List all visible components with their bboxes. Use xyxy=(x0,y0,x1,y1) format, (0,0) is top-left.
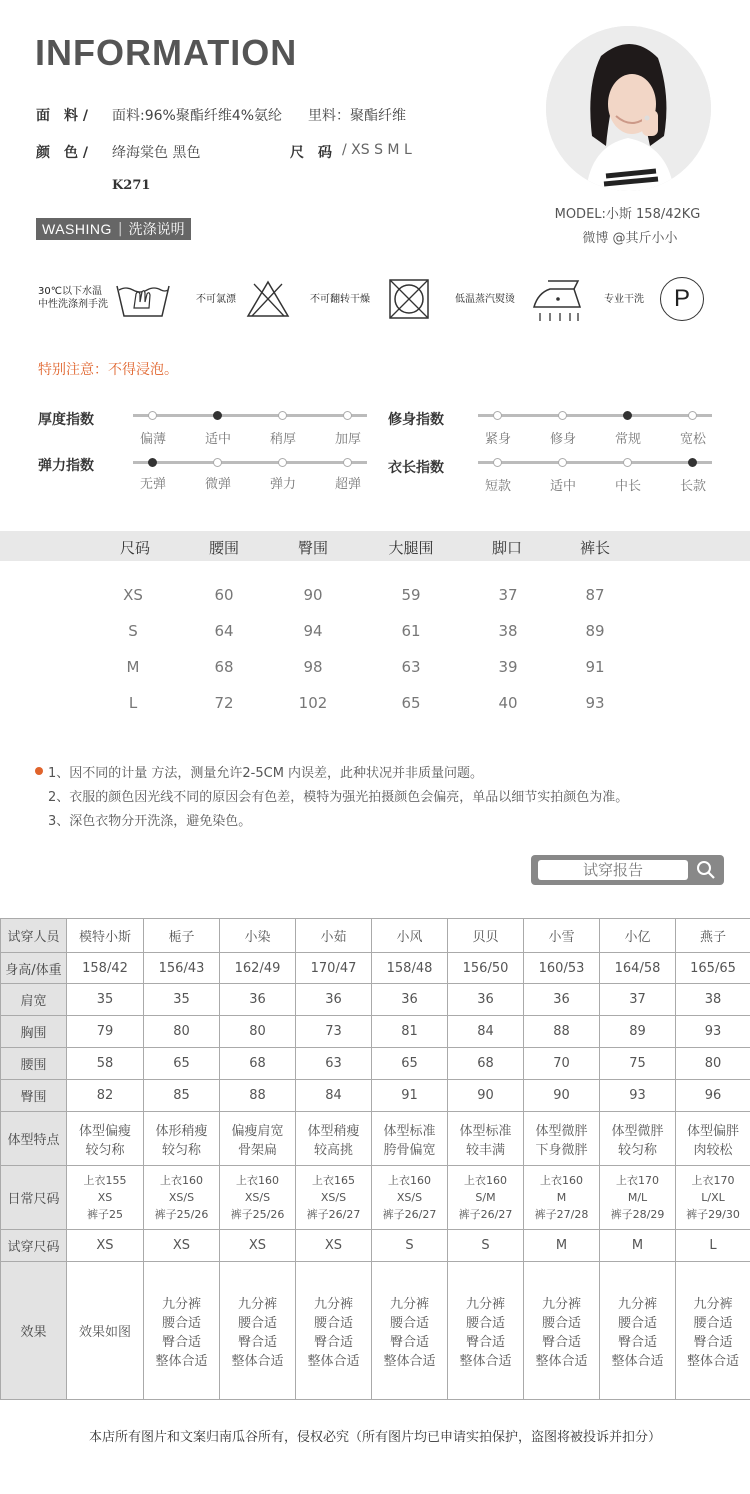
size-cell: 94 xyxy=(303,622,323,640)
table-cell: M xyxy=(524,1230,600,1262)
index-scale-fit xyxy=(478,414,712,447)
table-cell: 九分裤 腰合适 臀合适 整体合适 xyxy=(676,1262,750,1400)
size-label: 尺 码 xyxy=(290,145,332,161)
index-option: 适中 xyxy=(549,479,576,494)
table-cell: 体型稍瘦 较高挑 xyxy=(296,1112,372,1166)
index-dot-selected xyxy=(213,411,222,420)
trial-report-label: 试穿报告 xyxy=(538,860,688,880)
table-cell: 96 xyxy=(676,1080,750,1112)
table-cell: S xyxy=(372,1230,448,1262)
index-option: 中长 xyxy=(614,479,641,494)
table-cell: 68 xyxy=(220,1048,296,1080)
index-option: 修身 xyxy=(549,432,576,447)
table-cell: 81 xyxy=(372,1016,448,1048)
table-cell: 体型标准 胯骨偏宽 xyxy=(372,1112,448,1166)
table-cell: 上衣165 XS/S 裤子26/27 xyxy=(296,1166,372,1230)
table-cell: 75 xyxy=(600,1048,676,1080)
hand-wash-icon xyxy=(114,280,172,322)
special-notice: 特别注意：不得浸泡。 xyxy=(38,362,178,378)
index-option: 超弹 xyxy=(334,477,361,492)
table-cell: 36 xyxy=(372,984,448,1016)
table-cell: 上衣160 XS/S 裤子25/26 xyxy=(144,1166,220,1230)
index-scale-thickness xyxy=(133,414,367,447)
table-cell: 165/65 xyxy=(676,953,750,984)
table-cell: 84 xyxy=(296,1080,372,1112)
copyright-footer: 本店所有图片和文案归南瓜谷所有，侵权必究（所有图片均已申请实拍保护，盗图将被投诉并扣分） xyxy=(88,1430,661,1445)
index-dot xyxy=(623,458,632,467)
table-cell: 65 xyxy=(372,1048,448,1080)
index-scale-stretch xyxy=(133,461,367,492)
row-label: 试穿尺码 xyxy=(1,1230,67,1262)
washing-separator: | xyxy=(117,221,123,237)
index-label-length: 衣长指数 xyxy=(388,460,444,476)
washing-title-en: WASHING xyxy=(42,221,112,237)
person-name: 小茹 xyxy=(296,919,372,953)
index-dot xyxy=(343,458,352,467)
table-cell: 38 xyxy=(676,984,750,1016)
index-scale-length xyxy=(478,461,712,494)
index-label-thickness: 厚度指数 xyxy=(38,412,94,428)
page-title: INFORMATION xyxy=(35,32,298,73)
table-cell: 37 xyxy=(600,984,676,1016)
table-cell: 91 xyxy=(372,1080,448,1112)
person-name: 小雪 xyxy=(524,919,600,953)
size-cell: 93 xyxy=(585,694,605,712)
table-cell: 36 xyxy=(296,984,372,1016)
size-header: 裤长 xyxy=(579,539,610,557)
row-label: 体型特点 xyxy=(1,1112,67,1166)
size-cell: 64 xyxy=(214,622,234,640)
dry-clean-icon: P xyxy=(660,277,704,321)
table-cell: 36 xyxy=(524,984,600,1016)
index-option: 弹力 xyxy=(269,477,296,492)
size-header: 臀围 xyxy=(297,539,328,557)
table-cell: 上衣170 L/XL 裤子29/30 xyxy=(676,1166,750,1230)
table-row xyxy=(1,1262,750,1400)
table-cell: 九分裤 腰合适 臀合适 整体合适 xyxy=(296,1262,372,1400)
lining-value: 里料：聚酯纤维 xyxy=(308,108,406,124)
table-cell: 偏瘦肩宽 骨架扁 xyxy=(220,1112,296,1166)
table-row xyxy=(1,953,750,984)
table-cell: 体型偏胖 肉较松 xyxy=(676,1112,750,1166)
table-cell: 80 xyxy=(220,1016,296,1048)
table-cell: 170/47 xyxy=(296,953,372,984)
index-option: 短款 xyxy=(484,479,511,494)
table-cell: XS xyxy=(67,1230,144,1262)
table-cell: 93 xyxy=(600,1080,676,1112)
color-label: 颜 色 / xyxy=(36,145,88,161)
sku-code: K271 xyxy=(112,178,151,193)
note-bullet xyxy=(35,767,43,775)
no-tumble-dry-icon xyxy=(388,278,430,324)
table-cell: 65 xyxy=(144,1048,220,1080)
table-cell: 上衣170 M/L 裤子28/29 xyxy=(600,1166,676,1230)
size-header: 尺码 xyxy=(119,539,150,557)
size-cell: S xyxy=(128,622,138,640)
table-cell: 158/42 xyxy=(67,953,144,984)
table-cell: 体型偏瘦 较匀称 xyxy=(67,1112,144,1166)
size-cell: 63 xyxy=(401,658,421,676)
index-option: 长款 xyxy=(679,479,706,494)
table-cell: 体形稍瘦 较匀称 xyxy=(144,1112,220,1166)
index-option: 宽松 xyxy=(679,432,706,447)
table-row xyxy=(1,919,750,953)
size-cell: L xyxy=(128,694,138,712)
table-cell: L xyxy=(676,1230,750,1262)
size-cell: 89 xyxy=(585,622,605,640)
person-name: 栀子 xyxy=(144,919,220,953)
table-cell: 70 xyxy=(524,1048,600,1080)
table-cell: 158/48 xyxy=(372,953,448,984)
index-option: 紧身 xyxy=(484,432,511,447)
index-option: 常规 xyxy=(614,432,641,447)
size-cell: 91 xyxy=(585,658,605,676)
table-row xyxy=(1,1048,750,1080)
size-cell: 68 xyxy=(214,658,234,676)
size-cell: 65 xyxy=(401,694,421,712)
size-cell: 37 xyxy=(498,586,518,604)
table-cell: 九分裤 腰合适 臀合适 整体合适 xyxy=(144,1262,220,1400)
care-text-hand-wash: 30℃以下水温 中性洗涤剂手洗 xyxy=(38,286,108,310)
care-text-steam-iron: 低温蒸汽熨烫 xyxy=(455,294,515,305)
table-cell: XS xyxy=(296,1230,372,1262)
table-cell: 90 xyxy=(524,1080,600,1112)
index-option: 适中 xyxy=(204,432,231,447)
table-row xyxy=(1,1230,750,1262)
size-cell: M xyxy=(126,658,140,676)
table-cell: 90 xyxy=(448,1080,524,1112)
index-dot xyxy=(148,411,157,420)
table-cell: 88 xyxy=(220,1080,296,1112)
index-option: 稍厚 xyxy=(269,432,296,447)
row-label: 试穿人员 xyxy=(1,919,67,953)
table-cell: 上衣160 S/M 裤子26/27 xyxy=(448,1166,524,1230)
table-cell: 36 xyxy=(220,984,296,1016)
trial-report-bar xyxy=(531,855,724,885)
row-label: 臀围 xyxy=(1,1080,67,1112)
row-label: 效果 xyxy=(1,1262,67,1400)
index-dot xyxy=(558,411,567,420)
index-label-fit: 修身指数 xyxy=(388,412,444,428)
steam-iron-icon xyxy=(530,275,586,327)
index-option: 无弹 xyxy=(139,477,166,492)
table-cell: 35 xyxy=(67,984,144,1016)
size-cell: 60 xyxy=(214,586,234,604)
table-cell: 体型标准 较丰满 xyxy=(448,1112,524,1166)
index-dot-selected xyxy=(148,458,157,467)
table-cell: 84 xyxy=(448,1016,524,1048)
index-option: 偏薄 xyxy=(139,432,166,447)
table-cell: 80 xyxy=(676,1048,750,1080)
table-cell: 80 xyxy=(144,1016,220,1048)
size-header: 腰围 xyxy=(208,539,239,557)
index-option: 加厚 xyxy=(334,432,361,447)
table-cell: 89 xyxy=(600,1016,676,1048)
row-label: 腰围 xyxy=(1,1048,67,1080)
table-cell: 上衣155 XS 裤子25 xyxy=(67,1166,144,1230)
index-dot-selected xyxy=(688,458,697,467)
index-dot-selected xyxy=(623,411,632,420)
row-label: 胸围 xyxy=(1,1016,67,1048)
size-header: 脚口 xyxy=(491,539,522,557)
size-cell: 59 xyxy=(401,586,421,604)
row-label: 身高/体重 xyxy=(1,953,67,984)
washing-title-zh: 洗涤说明 xyxy=(128,222,185,238)
table-cell: 九分裤 腰合适 臀合适 整体合适 xyxy=(372,1262,448,1400)
size-cell: 87 xyxy=(585,586,605,604)
table-row xyxy=(1,984,750,1016)
table-cell: 九分裤 腰合适 臀合适 整体合适 xyxy=(448,1262,524,1400)
index-dot xyxy=(278,411,287,420)
care-text-no-bleach: 不可氯漂 xyxy=(196,294,236,305)
table-cell: XS xyxy=(144,1230,220,1262)
index-dot xyxy=(688,411,697,420)
person-name: 贝贝 xyxy=(448,919,524,953)
size-cell: 40 xyxy=(498,694,518,712)
fabric-label: 面 料 / xyxy=(36,108,88,124)
table-cell: 效果如图 xyxy=(67,1262,144,1400)
row-label: 肩宽 xyxy=(1,984,67,1016)
search-icon xyxy=(695,859,717,881)
index-dot xyxy=(493,458,502,467)
table-cell: 上衣160 M 裤子27/28 xyxy=(524,1166,600,1230)
person-name: 小风 xyxy=(372,919,448,953)
table-cell: 上衣160 XS/S 裤子26/27 xyxy=(372,1166,448,1230)
index-dot xyxy=(343,411,352,420)
table-cell: 82 xyxy=(67,1080,144,1112)
table-row xyxy=(1,1016,750,1048)
table-cell: XS xyxy=(220,1230,296,1262)
index-dot xyxy=(493,411,502,420)
color-value: 绛海棠色 黑色 xyxy=(112,145,201,161)
model-weibo: 微博 @其斤小小 xyxy=(582,231,678,246)
table-cell: 73 xyxy=(296,1016,372,1048)
note-item: 2、衣服的颜色因光线不同的原因会有色差，模特为强光拍摄颜色会偏亮，单品以细节实拍颜色为准。 xyxy=(48,790,629,805)
table-cell: S xyxy=(448,1230,524,1262)
care-text-dry-clean: 专业干洗 xyxy=(604,294,644,305)
person-name: 燕子 xyxy=(676,919,750,953)
fabric-value: 面料:96%聚酯纤维4%氨纶 xyxy=(112,108,283,124)
index-dot xyxy=(558,458,567,467)
table-cell: 160/53 xyxy=(524,953,600,984)
model-caption: MODEL:小斯 158/42KG xyxy=(554,207,701,222)
table-cell: 35 xyxy=(144,984,220,1016)
trial-report-table xyxy=(0,918,750,1400)
table-cell: 体型微胖 较匀称 xyxy=(600,1112,676,1166)
size-value: / XS S M L xyxy=(342,142,412,158)
table-row xyxy=(1,1080,750,1112)
table-cell: 88 xyxy=(524,1016,600,1048)
table-cell: 九分裤 腰合适 臀合适 整体合适 xyxy=(524,1262,600,1400)
size-cell: 39 xyxy=(498,658,518,676)
index-dot xyxy=(278,458,287,467)
model-avatar xyxy=(546,26,711,191)
person-name: 小染 xyxy=(220,919,296,953)
no-bleach-icon xyxy=(246,280,290,322)
size-header: 大腿围 xyxy=(388,539,434,557)
table-cell: 93 xyxy=(676,1016,750,1048)
row-label: 日常尺码 xyxy=(1,1166,67,1230)
table-cell: 63 xyxy=(296,1048,372,1080)
table-cell: 58 xyxy=(67,1048,144,1080)
table-cell: 68 xyxy=(448,1048,524,1080)
table-row xyxy=(1,1166,750,1230)
person-name: 模特小斯 xyxy=(67,919,144,953)
care-text-no-tumble: 不可翻转干燥 xyxy=(310,294,370,305)
table-cell: 85 xyxy=(144,1080,220,1112)
table-cell: M xyxy=(600,1230,676,1262)
size-cell: 61 xyxy=(401,622,421,640)
table-cell: 九分裤 腰合适 臀合适 整体合适 xyxy=(600,1262,676,1400)
table-cell: 79 xyxy=(67,1016,144,1048)
size-cell: XS xyxy=(123,586,143,604)
table-cell: 156/43 xyxy=(144,953,220,984)
table-cell: 162/49 xyxy=(220,953,296,984)
note-item: 3、深色衣物分开洗涤，避免染色。 xyxy=(48,814,252,829)
table-row xyxy=(1,1112,750,1166)
table-cell: 36 xyxy=(448,984,524,1016)
table-cell: 体型微胖 下身微胖 xyxy=(524,1112,600,1166)
size-cell: 102 xyxy=(298,694,328,712)
table-cell: 上衣160 XS/S 裤子25/26 xyxy=(220,1166,296,1230)
table-cell: 156/50 xyxy=(448,953,524,984)
washing-header xyxy=(36,218,191,240)
size-cell: 98 xyxy=(303,658,323,676)
index-option: 微弹 xyxy=(204,477,231,492)
person-name: 小亿 xyxy=(600,919,676,953)
note-item: 1、因不同的计量 方法，测量允许2-5CM 内误差，此种状况并非质量问题。 xyxy=(48,766,484,781)
index-dot xyxy=(213,458,222,467)
size-cell: 90 xyxy=(303,586,323,604)
table-cell: 九分裤 腰合适 臀合适 整体合适 xyxy=(220,1262,296,1400)
table-cell: 164/58 xyxy=(600,953,676,984)
size-cell: 38 xyxy=(498,622,518,640)
index-label-stretch: 弹力指数 xyxy=(38,458,94,474)
size-cell: 72 xyxy=(214,694,234,712)
